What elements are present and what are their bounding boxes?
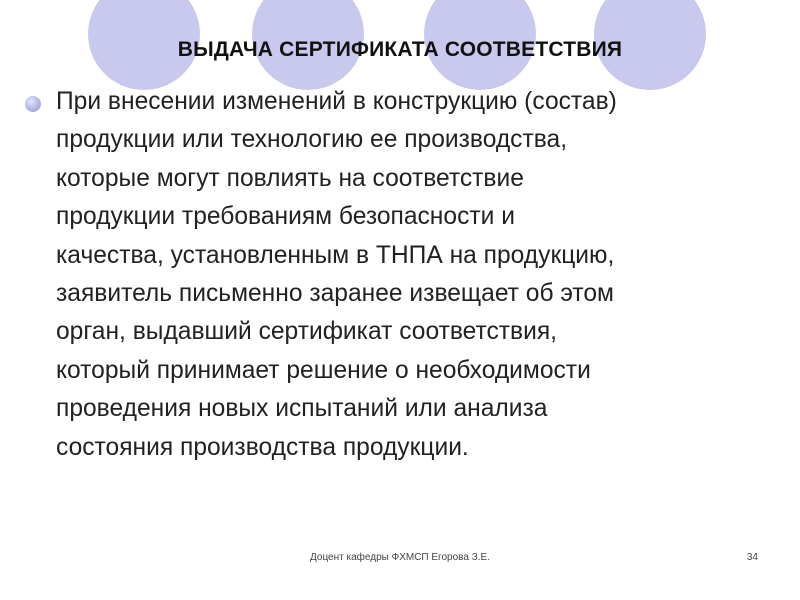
body-paragraph: При внесении изменений в конструкцию (состав) продукции или технологию ее производства, которые могут повлиять на соответствие продукции требованиям безопасности и качества, установленным в ТНПА на продукцию, заявитель письменно заранее извещает об этом орган, выдавший сертификат соответствия, который принимает решение о необходимости проведения новых испытаний или анализа состояния производства продукции. xyxy=(56,88,617,461)
bullet-icon xyxy=(25,96,41,112)
page-number: 34 xyxy=(746,552,758,563)
slide-title: ВЫДАЧА СЕРТИФИКАТА СООТВЕТСТВИЯ xyxy=(177,38,623,61)
footer-author: Доцент кафедры ФХМСП Егорова З.Е. xyxy=(310,552,490,563)
